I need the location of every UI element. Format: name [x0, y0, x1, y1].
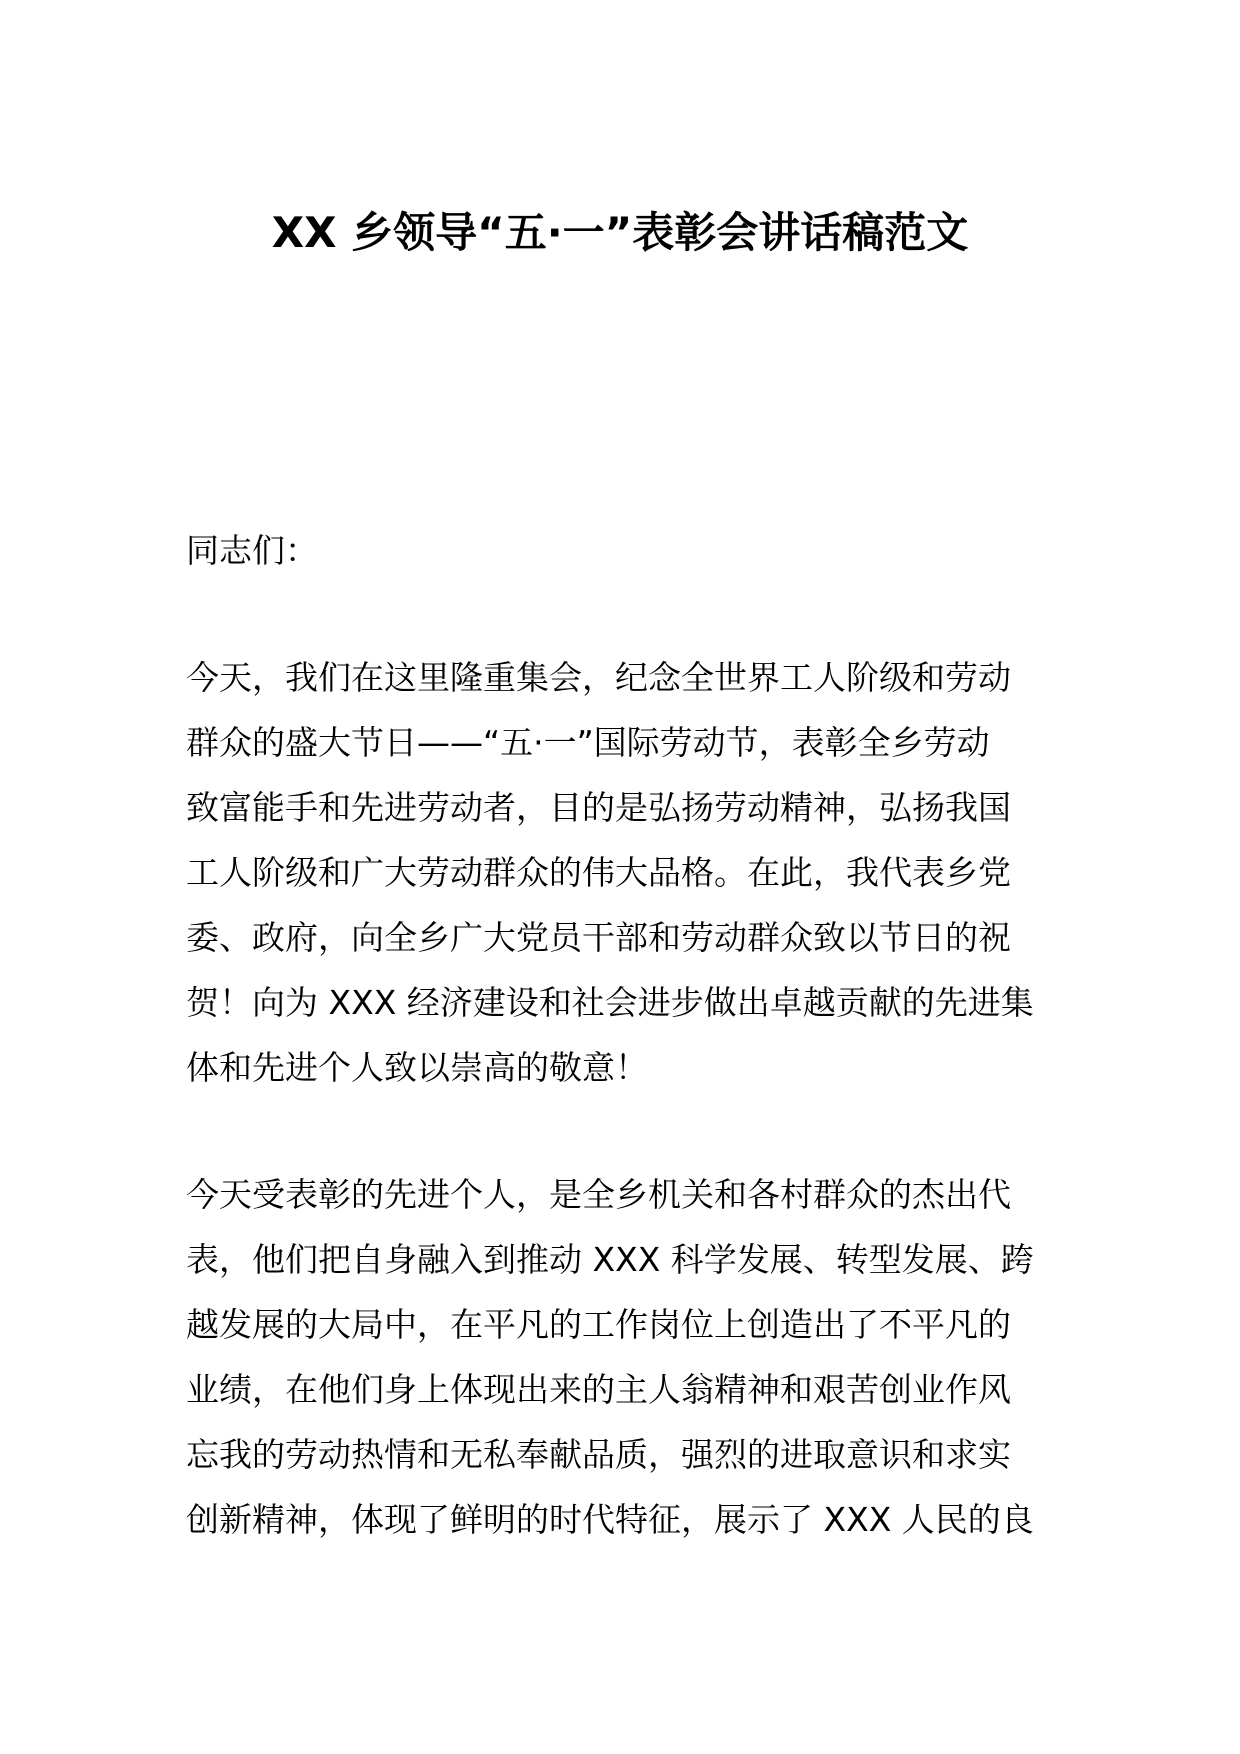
paragraph-line: 体和先进个人致以崇高的敬意！	[186, 1048, 648, 1087]
paragraph-line: 今天受表彰的先进个人，是全乡机关和各村群众的杰出代	[186, 1175, 1011, 1214]
salutation-line: 同志们：	[186, 531, 318, 570]
paragraph-line: 今天，我们在这里隆重集会，纪念全世界工人阶级和劳动	[186, 658, 1011, 697]
paragraph-line: 贺！向为 XXX 经济建设和社会进步做出卓越贡献的先进集	[186, 983, 1034, 1022]
document-title: XX 乡领导“五·一”表彰会讲话稿范文	[271, 208, 969, 257]
salutation	[186, 518, 1058, 583]
paragraph-line: 委、政府，向全乡广大党员干部和劳动群众致以节日的祝	[186, 918, 1011, 957]
paragraph-line: 忘我的劳动热情和无私奉献品质，强烈的进取意识和求实	[186, 1435, 1011, 1474]
paragraph-2	[186, 1162, 1058, 1552]
paragraph-line: 表，他们把自身融入到推动 XXX 科学发展、转型发展、跨	[186, 1240, 1034, 1279]
paragraph-line: 业绩，在他们身上体现出来的主人翁精神和艰苦创业作风	[186, 1370, 1011, 1409]
paragraph-line: 工人阶级和广大劳动群众的伟大品格。在此，我代表乡党	[186, 853, 1011, 892]
paragraph-line: 创新精神，体现了鲜明的时代特征，展示了 XXX 人民的良	[186, 1500, 1034, 1539]
paragraph-line: 致富能手和先进劳动者，目的是弘扬劳动精神，弘扬我国	[186, 788, 1011, 827]
paragraph-line: 群众的盛大节日——“五·一”国际劳动节，表彰全乡劳动	[186, 723, 990, 762]
paragraph-1	[186, 645, 1058, 1100]
paragraph-line: 越发展的大局中，在平凡的工作岗位上创造出了不平凡的	[186, 1305, 1011, 1344]
